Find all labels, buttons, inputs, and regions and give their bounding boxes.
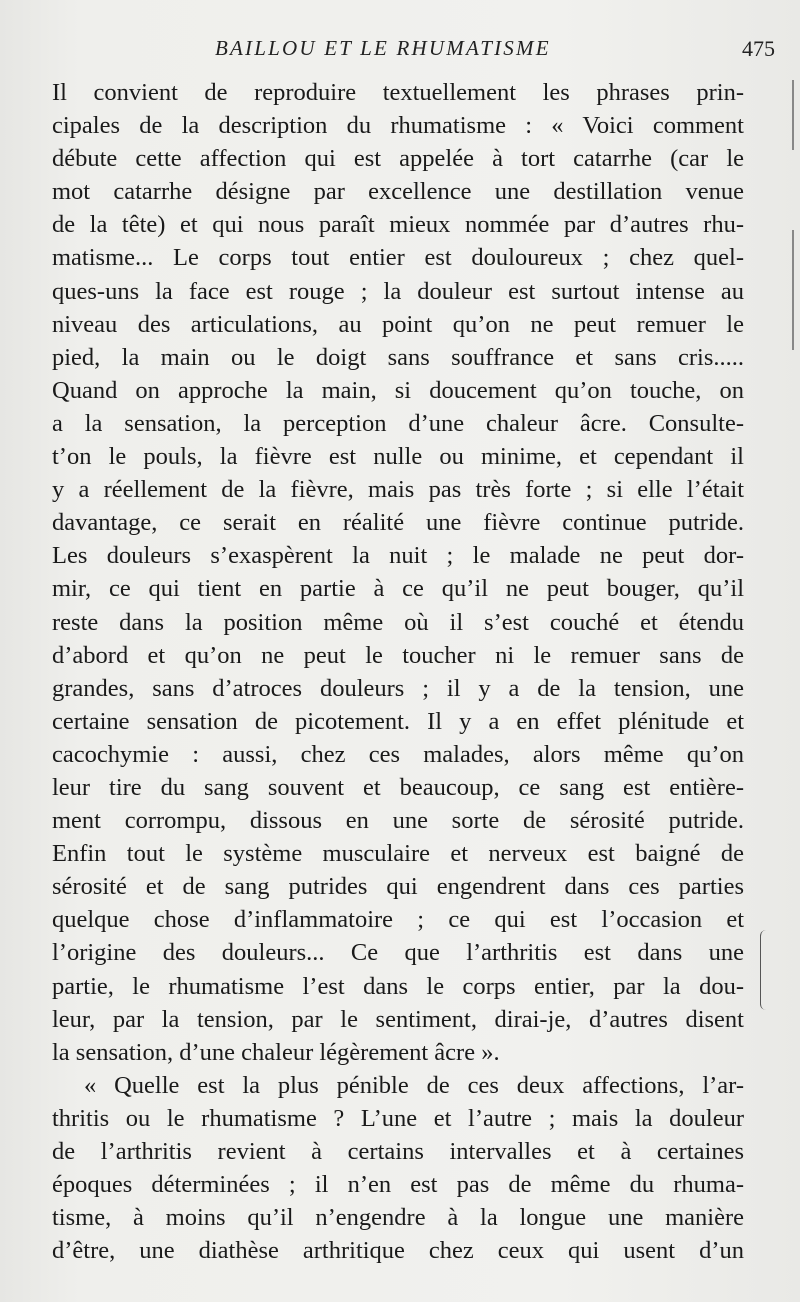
text-line: t’on le pouls, la fièvre est nulle ou minime, et cependant il [52,443,744,471]
running-title: BAILLOU ET LE RHUMATISME [215,36,551,60]
text-line: mir, ce qui tient en partie à ce qu’il ne peut bouger, qu’il [52,575,744,603]
text-line: ques-uns la face est rouge ; la douleur est surtout intense au [52,277,744,305]
text-line: débute cette affection qui est appelée à tort catarrhe (car le [52,145,744,173]
page-edge-mark [792,230,794,350]
text-line: sérosité et de sang putrides qui engendrent dans ces parties [52,873,744,901]
text-line: ment corrompu, dissous en une sorte de sérosité putride. [52,807,744,835]
text-line: pied, la main ou le doigt sans souffrance et sans cris..... [52,343,744,371]
text-line: tisme, à moins qu’il n’engendre à la longue une manière [52,1204,744,1232]
page-number: 475 [742,36,775,61]
text-line: Quand on approche la main, si doucement qu’on touche, on [52,376,744,404]
text-line: de la tête) et qui nous paraît mieux nommée par d’autres rhu- [52,211,744,239]
text-line: de l’arthritis revient à certains intervalles et à certaines [52,1138,744,1165]
text-line: d’abord et qu’on ne peut le toucher ni le remuer sans de [52,641,744,669]
text-line: cipales de la description du rhumatisme : « Voici comment [52,112,744,140]
text-line: niveau des articulations, au point qu’on ne peut remuer le [52,310,744,338]
body-text [52,76,744,1267]
text-line: reste dans la position même où il s’est couché et étendu [52,608,744,636]
text-line: « Quelle est la plus pénible de ces deux affections, l’ar- [84,1071,744,1099]
page-header [0,36,800,66]
text-line: Il convient de reproduire textuellement les phrases prin- [52,79,744,106]
text-line: d’être, une diathèse arthritique chez ceux qui usent d’un [52,1237,744,1265]
text-line: matisme... Le corps tout entier est douloureux ; chez quel- [52,244,744,272]
text-line: l’origine des douleurs... Ce que l’arthritis est dans une [52,939,744,967]
text-line: époques déterminées ; il n’en est pas de même du rhuma- [52,1171,744,1199]
text-line: leur, par la tension, par le sentiment, dirai-je, d’autres disent [52,1005,744,1033]
text-line: Enfin tout le système musculaire et nerveux est baigné de [52,840,744,868]
text-line: partie, le rhumatisme l’est dans le corps entier, par la dou- [52,972,744,1000]
text-line: y a réellement de la fièvre, mais pas très forte ; si elle l’était [52,476,744,504]
text-line: certaine sensation de picotement. Il y a en effet plénitude et [52,707,744,735]
text-line: a la sensation, la perception d’une chaleur âcre. Consulte- [52,409,744,437]
text-line: la sensation, d’une chaleur légèrement âcre ». [52,1038,500,1066]
page-edge-mark [792,80,794,150]
text-line: grandes, sans d’atroces douleurs ; il y a de la tension, une [52,674,744,702]
text-line: mot catarrhe désigne par excellence une destillation venue [52,178,744,206]
text-line: quelque chose d’inflammatoire ; ce qui est l’occasion et [52,906,744,934]
margin-bracket [760,930,775,1010]
text-line: leur tire du sang souvent et beaucoup, ce sang est entière- [52,773,744,801]
text-line: Les douleurs s’exaspèrent la nuit ; le malade ne peut dor- [52,542,744,570]
text-line: davantage, ce serait en réalité une fièvre continue putride. [52,509,744,537]
text-line: thritis ou le rhumatisme ? L’une et l’autre ; mais la douleur [52,1104,744,1132]
text-line: cacochymie : aussi, chez ces malades, alors même qu’on [52,740,744,768]
